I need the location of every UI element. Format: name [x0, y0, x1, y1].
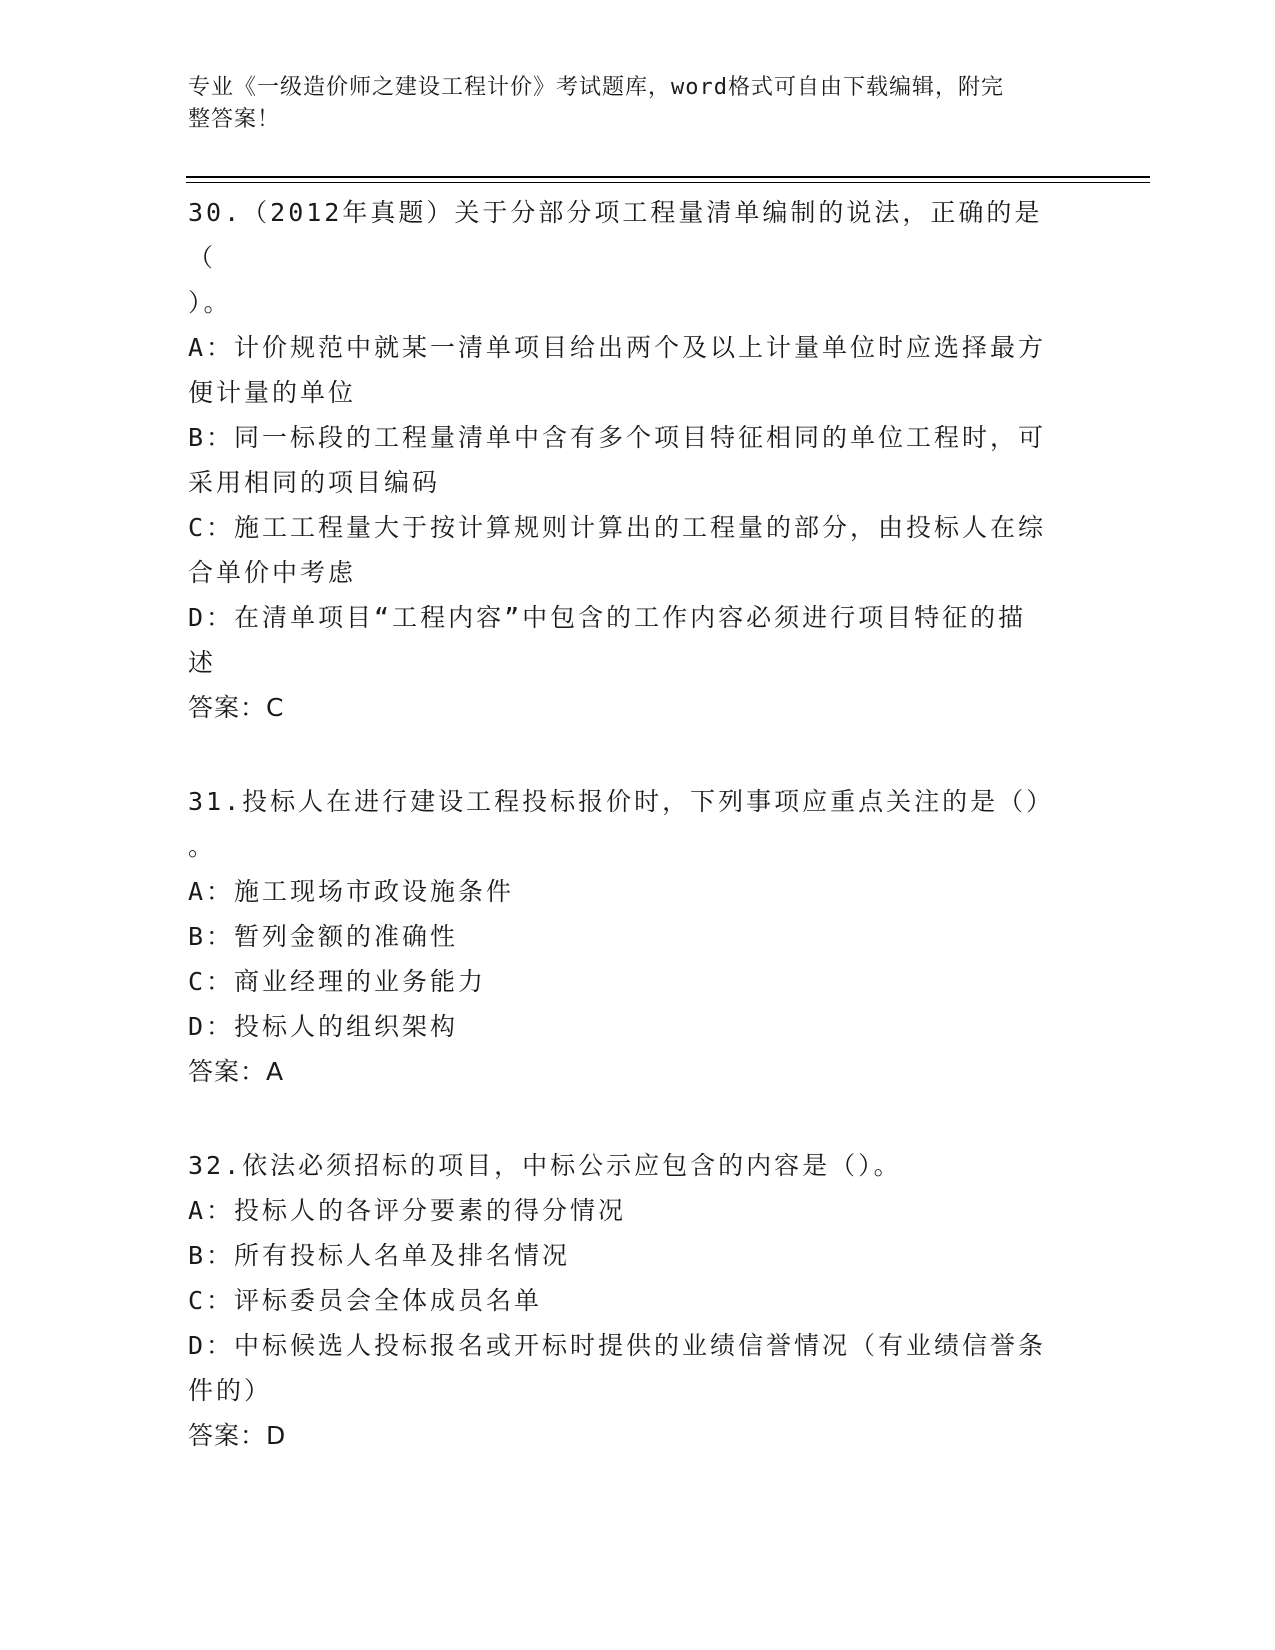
question-stem: 30.（2012年真题）关于分部分项工程量清单编制的说法，正确的是（ — [188, 198, 1043, 272]
option-c: C：商业经理的业务能力 — [188, 967, 487, 996]
option-a: A：投标人的各评分要素的得分情况 — [188, 1196, 627, 1225]
option-d: 件的） — [188, 1376, 273, 1405]
option-d: D：中标候选人投标报名或开标时提供的业绩信誉情况（有业绩信誉条 — [188, 1331, 1047, 1360]
question-stem: 。 — [188, 832, 217, 861]
option-c: 合单价中考虑 — [188, 558, 357, 587]
option-b: B：暂列金额的准确性 — [188, 922, 459, 951]
answer-label: 答案：D — [188, 1421, 287, 1450]
option-a: A：施工现场市政设施条件 — [188, 877, 515, 906]
header-intro — [188, 72, 1068, 136]
header-line: 整答案！ — [188, 107, 281, 132]
question-32 — [188, 1143, 1068, 1458]
question-stem: 32.依法必须招标的项目，中标公示应包含的内容是（）。 — [188, 1151, 902, 1180]
option-b: B：所有投标人名单及排名情况 — [188, 1241, 571, 1270]
question-stem: 31.投标人在进行建设工程投标报价时，下列事项应重点关注的是（） — [188, 787, 1055, 816]
option-d: 述 — [188, 648, 217, 677]
question-31 — [188, 779, 1068, 1094]
option-d: D：投标人的组织架构 — [188, 1012, 459, 1041]
header-line: 专业《一级造价师之建设工程计价》考试题库，word格式可自由下载编辑，附完 — [188, 75, 1004, 100]
option-b: 采用相同的项目编码 — [188, 468, 441, 497]
header-rule-thin — [186, 182, 1150, 183]
question-30 — [188, 190, 1068, 730]
option-c: C：评标委员会全体成员名单 — [188, 1286, 543, 1315]
answer-label: 答案：C — [188, 693, 285, 722]
answer-label: 答案：A — [188, 1057, 285, 1086]
option-b: B：同一标段的工程量清单中含有多个项目特征相同的单位工程时，可 — [188, 423, 1047, 452]
option-a: A：计价规范中就某一清单项目给出两个及以上计量单位时应选择最方 — [188, 333, 1047, 362]
question-list — [188, 190, 1068, 1507]
header-rule-thick — [186, 176, 1150, 178]
option-d: D：在清单项目“工程内容”中包含的工作内容必须进行项目特征的描 — [188, 603, 1027, 632]
option-c: C：施工工程量大于按计算规则计算出的工程量的部分，由投标人在综 — [188, 513, 1047, 542]
question-stem: ）。 — [188, 288, 232, 317]
option-a: 便计量的单位 — [188, 378, 357, 407]
